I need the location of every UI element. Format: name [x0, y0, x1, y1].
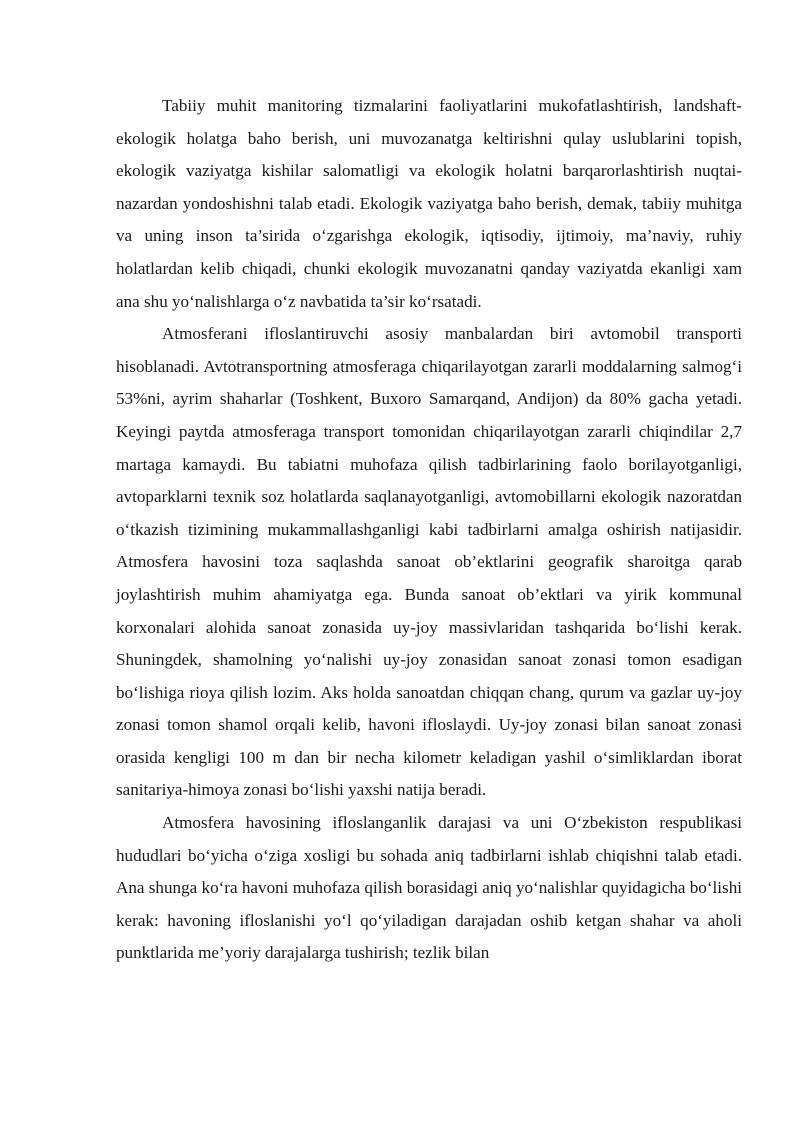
paragraph-1: Tabiiy muhit manitoring tizmalarini faoliyatlarini mukofatlashtirish, landshaft-ekologik holatga baho berish, uni muvozanatga keltirishni qulay uslublarini topish, ekologik vaziyatga kishilar salomatligi va ekologik holatni barqarorlashtirish nuqtai-nazardan yondoshishni talab etadi. Ekologik vaziyatga baho berish, demak, tabiiy muhitga va uning inson ta’sirida o‘zgarishga ekologik, iqtisodiy, ijtimoiy, ma’naviy, ruhiy holatlardan kelib chiqadi, chunki ekologik muvozanatni qanday vaziyatda ekanligi xam ana shu yo‘nalishlarga o‘z navbatida ta’sir ko‘rsatadi.	[116, 96, 742, 311]
document-page	[116, 90, 742, 970]
paragraph-2: Atmosferani ifloslantiruvchi asosiy manbalardan biri avtomobil transporti hisoblanadi. Avtotransportning atmosferaga chiqarilayotgan zararli moddalarning salmog‘i 53%ni, ayrim shaharlar (Toshkent, Buxoro Samarqand, Andijon) da 80% gacha yetadi. Keyingi paytda atmosferaga transport tomonidan chiqarilayotgan zararli chiqindilar 2,7 martaga kamaydi. Bu tabiatni muhofaza qilish tadbirlarining faolo borilayotganligi, avtoparklarni texnik soz holatlarda saqlanayotganligi, avtomobillarni ekologik nazoratdan o‘tkazish tizimining mukammallashganligi kabi tadbirlarni amalga oshirish natijasidir. Atmosfera havosini toza saqlashda sanoat ob’ektlarini geografik sharoitga qarab joylashtirish muhim ahamiyatga ega. Bunda sanoat ob’ektlari va yirik kommunal korxonalari alohida sanoat zonasida uy-joy massivlaridan tashqarida bo‘lishi kerak. Shuningdek, shamolning yo‘nalishi uy-joy zonasidan sanoat zonasi tomon esadigan bo‘lishiga rioya qilish lozim. Aks holda sanoatdan chiqqan chang, qurum va gazlar uy-joy zonasi tomon shamol orqali kelib, havoni ifloslaydi. Uy-joy zonasi bilan sanoat zonasi orasida kengligi 100 m dan bir necha kilometr keladigan yashil o‘simliklardan iborat sanitariya-himoya zonasi bo‘lishi yaxshi natija beradi.	[116, 324, 742, 800]
paragraph-3: Atmosfera havosining ifloslanganlik darajasi va uni O‘zbekiston respublikasi hududlari bo‘yicha o‘ziga xosligi bu sohada aniq tadbirlarni ishlab chiqishni talab etadi. Ana shunga ko‘ra havoni muhofaza qilish borasidagi aniq yo‘nalishlar quyidagicha bo‘lishi kerak: havoning ifloslanishi yo‘l qo‘yiladigan darajadan oshib ketgan shahar va aholi punktlarida me’yoriy darajalarga tushirish; tezlik bilan	[116, 813, 742, 963]
